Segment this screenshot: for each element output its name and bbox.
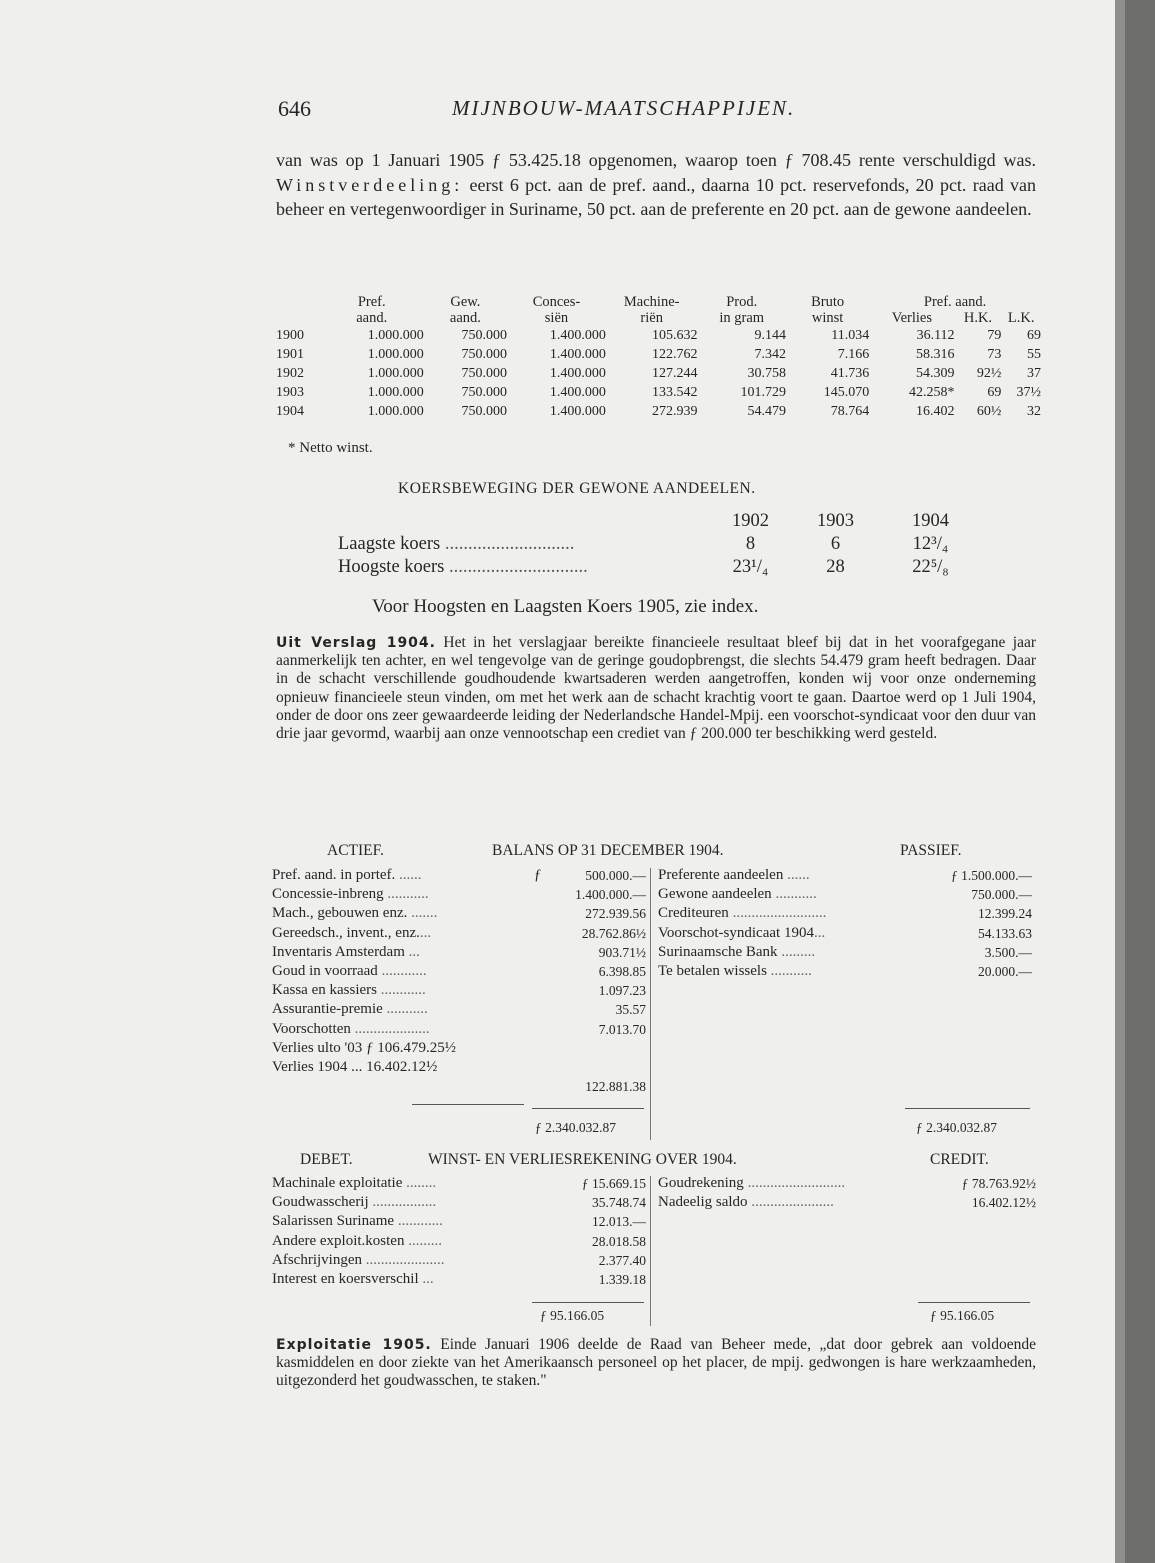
table-cell: 58.316 <box>916 346 955 362</box>
ledger-row <box>272 1020 646 1039</box>
ledger-amount: 7.013.70 <box>598 1021 646 1037</box>
leader-dots: .......................... <box>743 1175 846 1191</box>
page-number: 646 <box>278 96 311 121</box>
ledger-amount: ƒ 15.669.15 <box>581 1176 646 1191</box>
balans-passief-title: PASSIEF. <box>900 842 962 859</box>
balans-total-left: ƒ 2.340.032.87 <box>535 1120 616 1135</box>
leader-dots: .............................. <box>448 557 588 577</box>
year-header: 1903 <box>817 511 854 531</box>
koers-years-row <box>338 510 983 533</box>
ledger-label: Assurantie-premie <box>272 1001 383 1018</box>
ledger-label: Voorschotten <box>272 1020 351 1037</box>
stats-header-row-2 <box>276 310 1041 326</box>
balans-actief-title: ACTIEF. <box>327 842 384 859</box>
leader-dots: ......................... <box>728 905 827 922</box>
leader-dots: ................. <box>368 1194 437 1211</box>
currency-sign <box>534 904 546 923</box>
koers-value: 6 <box>830 534 841 554</box>
ledger-label: Machinale exploitatie <box>272 1175 403 1191</box>
table-cell: 101.729 <box>740 384 786 400</box>
ledger-label: Goudrekening <box>658 1175 744 1191</box>
ledger-amount: 35.57 <box>615 1002 646 1018</box>
col-head: in gram <box>719 310 765 326</box>
table-cell: 1.400.000 <box>549 403 606 419</box>
leader-dots: ............ <box>377 963 427 980</box>
ledger-amount: 1.400.000.— <box>575 887 646 903</box>
ledger-row <box>272 962 646 981</box>
column-divider <box>650 868 651 1140</box>
leader-dots: ........... <box>383 886 429 903</box>
col-head: Gew. <box>450 294 481 310</box>
table-cell: 1.400.000 <box>549 327 606 343</box>
winst-title: WINST- EN VERLIESREKENING OVER 1904. <box>428 1151 737 1168</box>
ledger-row <box>272 1077 646 1096</box>
ledger-row <box>272 943 646 962</box>
table-row <box>276 326 1041 345</box>
ledger-row <box>272 1000 646 1019</box>
table-cell: 750.000 <box>461 327 508 343</box>
ledger-label: Pref. aand. in portef. <box>272 867 396 883</box>
table-cell: 1.400.000 <box>549 346 606 362</box>
table-cell: 1.000.000 <box>367 365 424 381</box>
ledger-amount: 28.018.58 <box>592 1233 646 1249</box>
year-header: 1902 <box>732 511 769 531</box>
leader-dots: ............ <box>376 982 426 999</box>
koers-value: 28 <box>826 557 845 577</box>
leader-dots: ...... <box>783 867 810 883</box>
currency-sign <box>534 1020 546 1039</box>
ledger-amount: 500.000.— <box>585 868 646 883</box>
ledger-amount: 35.748.74 <box>592 1195 646 1211</box>
col-head: aand. <box>356 310 388 326</box>
verslag-heading: Uit Verslag 1904. <box>276 635 436 651</box>
leader-dots: ... <box>418 1271 434 1288</box>
col-head: riën <box>640 310 663 326</box>
table-cell: 750.000 <box>461 384 508 400</box>
exploitatie-heading: Exploitatie 1905. <box>276 1337 432 1353</box>
ledger-amount: 1.339.18 <box>598 1272 646 1288</box>
table-cell: 272.939 <box>651 403 698 419</box>
verslag-paragraph <box>276 634 1036 743</box>
table-cell: 60½ <box>976 403 1002 419</box>
verslag-text: Het in het verslagjaar bereikte financieele resultaat bleef bij dat in het voorafgegane jaar aanmerkelijk ten achter, en wel tengevolge van de geringe goudopbrengst, die slechts 54.479 gram heeft bedragen. Daar in de schacht verschillende goudhoudende kwartsaderen werden aangetroffen, konden wij voor onze onderneming opnieuw financieele steun vinden, om met het werk aan de schacht krachtig voort te gaan. Daartoe werd op 1 Juli 1904, onder de door ons zeer gewaardeerde leiding der Nederlandsche Handel-Mpij. een voorschot-syndicaat voor den duur van drie jaar gevormd, waarbij aan onze vennootschap een crediet van ƒ 200.000 ter beschikking werd gesteld. <box>276 634 1036 743</box>
ledger-amount: 1.097.23 <box>598 983 646 999</box>
ledger-row <box>658 943 1032 962</box>
koers-row-hoogste <box>338 556 983 579</box>
table-cell: 1903 <box>276 384 304 400</box>
currency-sign <box>534 924 546 943</box>
ledger-row <box>658 885 1032 904</box>
ledger-row <box>658 1174 1036 1193</box>
leader-dots: ........... <box>382 1001 428 1018</box>
leader-dots: .................... <box>350 1020 430 1037</box>
currency-sign: ƒ <box>534 867 542 883</box>
running-title: MIJNBOUW-MAATSCHAPPIJEN. <box>452 96 796 120</box>
col-head: siën <box>544 310 569 326</box>
ledger-label: Verlies ulto '03 ƒ 106.479.25½ <box>272 1039 456 1056</box>
winst-debet-title: DEBET. <box>300 1151 353 1168</box>
koers-title: KOERSBEWEGING DER GEWONE AANDEELEN. <box>398 480 756 497</box>
koers-value: 8 <box>745 534 756 554</box>
leader-dots: ......... <box>404 1232 442 1249</box>
col-head: L.K. <box>1007 310 1035 326</box>
table-cell: 750.000 <box>461 403 508 419</box>
page-edge-dark <box>1125 0 1155 1563</box>
ledger-label: Goud in voorraad <box>272 963 378 980</box>
table-cell: 1.400.000 <box>549 384 606 400</box>
winstverdeeling-label: Winstverdeeling: <box>276 174 464 195</box>
ledger-label: Crediteuren <box>658 905 729 922</box>
year-header: 1904 <box>912 511 949 531</box>
table-cell: 92½ <box>976 365 1002 381</box>
intro-text-b: eerst 6 pct. aan de pref. aand., daarna 10 pct. reservefonds, 20 pct. raad van beheer en vertegenwoordiger in Suriname, 50 pct. aan de preferente en 20 pct. aan de gewone aandeelen. <box>276 174 1036 219</box>
koers-note: Voor Hoogsten en Laagsten Koers 1905, zie index. <box>372 596 759 617</box>
total-rule-right <box>918 1302 1030 1303</box>
col-head: Bruto <box>811 294 845 310</box>
ledger-amount: ƒ 78.763.92½ <box>961 1176 1036 1191</box>
leader-dots: ... <box>813 924 826 941</box>
total-rule-right <box>905 1108 1030 1109</box>
table-cell: 69 <box>1027 327 1041 343</box>
ledger-amount: 20.000.— <box>978 964 1032 980</box>
balans-title: BALANS OP 31 DECEMBER 1904. <box>492 842 724 859</box>
ledger-amount: 12.399.24 <box>978 906 1032 922</box>
ledger-amount: 6.398.85 <box>598 964 646 980</box>
col-head: H.K. <box>963 310 993 326</box>
table-cell: 78.764 <box>830 403 870 419</box>
leader-dots: ...................... <box>747 1194 834 1211</box>
winst-credit-table <box>658 1174 1036 1212</box>
col-head: Pref. aand. <box>923 294 987 310</box>
intro-paragraph <box>276 148 1036 222</box>
row-label: Laagste koers <box>338 534 441 554</box>
table-cell: 37 <box>1027 365 1041 381</box>
ledger-amount: 12.013.— <box>592 1214 646 1230</box>
leader-dots: ........... <box>771 886 817 903</box>
ledger-row <box>272 1232 646 1251</box>
table-cell: 1.000.000 <box>367 346 424 362</box>
ledger-row <box>272 1193 646 1212</box>
koers-table <box>338 510 983 579</box>
table-cell: 55 <box>1027 346 1041 362</box>
leader-dots: ........... <box>766 963 812 980</box>
ledger-amount: 28.762.86½ <box>581 925 646 941</box>
ledger-amount: 122.881.38 <box>585 1079 646 1095</box>
balans-passief-table <box>658 866 1032 981</box>
table-row <box>276 383 1041 402</box>
table-cell: 16.402 <box>916 403 955 419</box>
col-head: Machine- <box>623 294 680 310</box>
ledger-label: Goudwasscherij <box>272 1194 369 1211</box>
ledger-amount: 903.71½ <box>598 944 646 960</box>
table-cell: 36.112 <box>916 327 955 343</box>
ledger-row <box>658 904 1032 923</box>
ledger-row <box>658 1193 1036 1212</box>
koers-value: 12³/₄ <box>912 534 949 554</box>
exploitatie-paragraph <box>276 1336 1036 1391</box>
currency-sign <box>534 943 546 962</box>
ledger-label: Verlies 1904 ... 16.402.12½ <box>272 1059 438 1076</box>
ledger-amount: 16.402.12½ <box>971 1195 1036 1211</box>
stats-header-row-1 <box>276 294 1041 310</box>
ledger-row <box>272 1212 646 1231</box>
row-label: Hoogste koers <box>338 557 445 577</box>
table-cell: 1.000.000 <box>367 403 424 419</box>
winst-total-right: ƒ 95.166.05 <box>930 1308 995 1323</box>
ledger-row <box>658 866 1032 885</box>
table-row <box>276 345 1041 364</box>
currency-sign <box>534 885 546 904</box>
ledger-amount: 272.939.56 <box>585 906 646 922</box>
table-cell: 1904 <box>276 403 304 419</box>
table-cell: 1900 <box>276 327 304 343</box>
ledger-label: Voorschot-syndicaat 1904 <box>658 924 814 941</box>
table-row <box>276 402 1041 421</box>
table-cell: 42.258* <box>909 384 955 400</box>
col-head: Conces- <box>532 294 581 310</box>
table-cell: 41.736 <box>830 365 870 381</box>
ledger-amount: 750.000.— <box>971 887 1032 903</box>
ledger-amount: 54.133.63 <box>978 925 1032 941</box>
ledger-row <box>272 1039 646 1058</box>
table-cell: 1902 <box>276 365 304 381</box>
ledger-label: Te betalen wissels <box>658 963 767 980</box>
ledger-label: Inventaris Amsterdam <box>272 943 405 960</box>
ledger-amount: 2.377.40 <box>598 1252 646 1268</box>
ledger-row <box>272 924 646 943</box>
ledger-label: Mach., gebouwen enz. <box>272 905 408 922</box>
table-cell: 32 <box>1027 403 1041 419</box>
table-cell: 69 <box>987 384 1002 400</box>
table-cell: 750.000 <box>461 346 508 362</box>
total-rule-left <box>532 1302 644 1303</box>
winst-total-left: ƒ 95.166.05 <box>540 1308 605 1323</box>
ledger-label: Surinaamsche Bank <box>658 943 778 960</box>
col-head: Pref. <box>357 294 386 310</box>
col-head: aand. <box>449 310 481 326</box>
ledger-row <box>658 962 1032 981</box>
currency-sign <box>534 962 546 981</box>
ledger-row <box>658 924 1032 943</box>
leader-dots: ... <box>419 924 432 941</box>
intro-text-a: van was op 1 Januari 1905 ƒ 53.425.18 opgenomen, waarop toen ƒ 708.45 rente verschuldigd was. <box>276 150 1036 170</box>
ledger-row <box>272 904 646 923</box>
total-rule-left <box>532 1108 644 1109</box>
table-cell: 122.762 <box>651 346 698 362</box>
ledger-label: Salarissen Suriname <box>272 1213 395 1230</box>
ledger-row <box>272 981 646 1000</box>
ledger-label: Interest en koersverschil <box>272 1271 419 1288</box>
ledger-row <box>272 1270 646 1289</box>
ledger-row <box>272 885 646 904</box>
table-cell: 133.542 <box>651 384 698 400</box>
table-cell: 9.144 <box>754 327 786 343</box>
currency-sign <box>534 981 546 1000</box>
table-cell: 1.000.000 <box>367 384 424 400</box>
table-cell: 79 <box>987 327 1002 343</box>
production-stats-table <box>276 294 1041 421</box>
ledger-label: Gereedsch., invent., enz. <box>272 924 420 941</box>
winst-debet-table <box>272 1174 646 1289</box>
leader-dots: ..................... <box>361 1251 445 1268</box>
ledger-row <box>272 1058 646 1077</box>
table-cell: 30.758 <box>747 365 786 381</box>
col-head: Prod. <box>726 294 758 310</box>
table-cell: 11.034 <box>831 327 870 343</box>
leader-dots: ... <box>404 943 420 960</box>
table-cell: 54.309 <box>916 365 955 381</box>
table-cell: 127.244 <box>651 365 698 381</box>
table-cell: 1.000.000 <box>367 327 424 343</box>
ledger-label: Andere exploit.kosten <box>272 1232 405 1249</box>
leader-dots: ............ <box>394 1213 443 1230</box>
table-cell: 7.166 <box>837 346 870 362</box>
column-divider <box>650 1176 651 1326</box>
table-cell: 750.000 <box>461 365 508 381</box>
col-head: Verlies <box>891 310 932 326</box>
ledger-row <box>272 866 646 885</box>
subtotal-rule <box>412 1104 524 1105</box>
balans-actief-table <box>272 866 646 1096</box>
table-cell: 7.342 <box>754 346 786 362</box>
ledger-label: Kassa en kassiers <box>272 982 377 999</box>
table-cell: 1.400.000 <box>549 365 606 381</box>
table-cell: 73 <box>987 346 1002 362</box>
ledger-row <box>272 1174 646 1193</box>
ledger-label: Afschrijvingen <box>272 1251 362 1268</box>
leader-dots: ...... <box>395 867 422 883</box>
ledger-label: Nadeelig saldo <box>658 1194 748 1211</box>
ledger-label: Gewone aandeelen <box>658 886 772 903</box>
koers-value: 22⁵/₈ <box>912 557 949 577</box>
table-cell: 54.479 <box>747 403 786 419</box>
ledger-label: Preferente aandeelen <box>658 867 784 883</box>
leader-dots: ....... <box>407 905 438 922</box>
table-cell: 105.632 <box>651 327 698 343</box>
winst-credit-title: CREDIT. <box>930 1151 989 1168</box>
col-head: winst <box>811 310 844 326</box>
ledger-amount: ƒ 1.500.000.— <box>951 868 1032 883</box>
ledger-label: Concessie-inbreng <box>272 886 384 903</box>
footnote-netto-winst: * Netto winst. <box>288 440 373 456</box>
leader-dots: ............................ <box>444 534 575 554</box>
koers-value: 23¹/₄ <box>732 557 769 577</box>
table-row <box>276 364 1041 383</box>
exploitatie-text: Einde Januari 1906 deelde de Raad van Beheer mede, „dat door gebrek aan voldoende kasmiddelen en door ziekte van het Amerikaansch personeel op het placer, de mpij. gedwongen is hare werkzaamheden, uitgezonderd het goudwasschen, te staken." <box>276 1336 1036 1390</box>
ledger-row <box>272 1251 646 1270</box>
leader-dots: ......... <box>777 943 816 960</box>
ledger-amount: 3.500.— <box>984 944 1032 960</box>
table-cell: 145.070 <box>823 384 870 400</box>
table-cell: 37½ <box>1016 384 1041 400</box>
koers-row-laagste <box>338 533 983 556</box>
currency-sign <box>534 1000 546 1019</box>
balans-total-right: ƒ 2.340.032.87 <box>916 1120 997 1135</box>
leader-dots: ........ <box>402 1175 437 1191</box>
table-cell: 1901 <box>276 346 304 362</box>
